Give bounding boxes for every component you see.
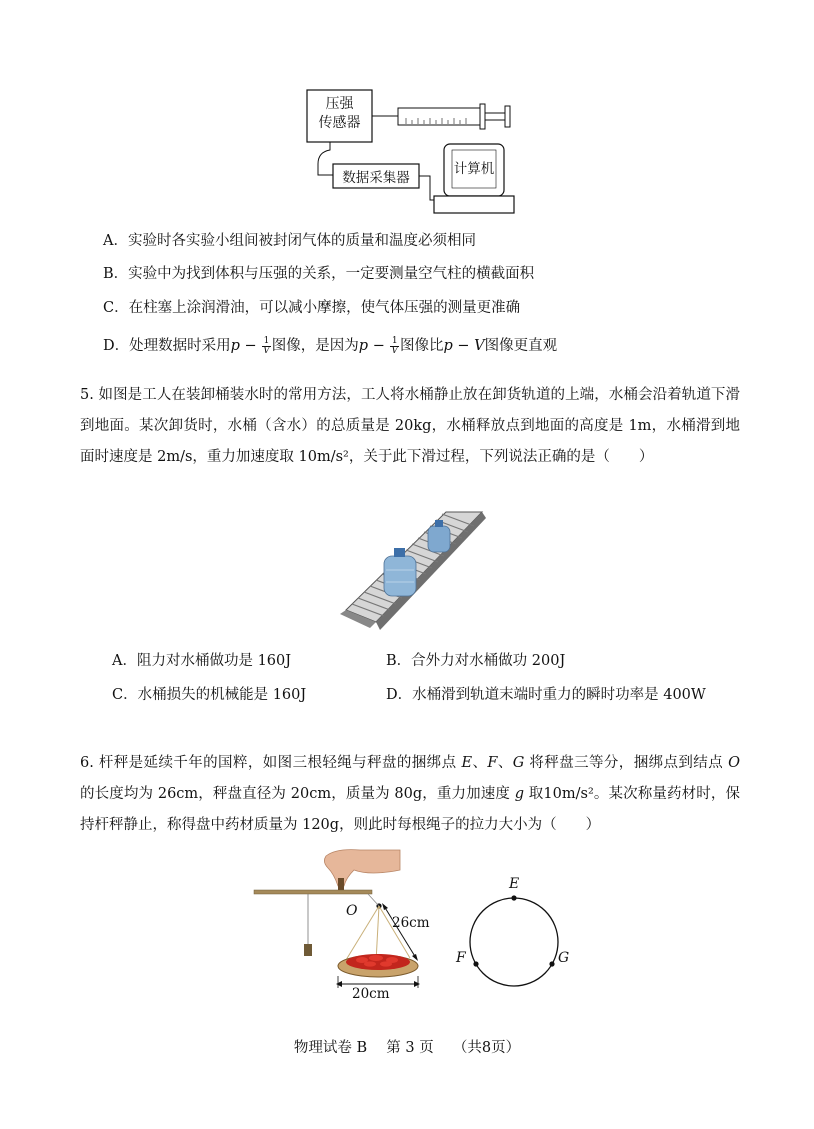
q5-option-d: D．水桶滑到轨道末端时重力的瞬时功率是 400W: [386, 687, 706, 703]
q6-stem: 6. 杆秤是延续千年的国粹，如图三根轻绳与秤盘的捆绑点 E、F、G 将秤盘三等分，捆绑点到结点 O 的长度均为 26cm，秤盘直径为 20cm，质量为 80g，重力加速度 g 取10m/s²。某次称量药材时，保持杆秤静止，称得盘中药材质量为 120g，则此时每根绳子的拉力大小为（ ）: [80, 755, 741, 833]
sensor-label: 压强 传感器: [318, 96, 361, 131]
water-bucket-rail-figure: [336, 510, 488, 632]
point-f-label: F: [456, 950, 466, 966]
page-footer: 物理试卷 B 第 3 页 （共8页）: [293, 1040, 521, 1056]
q5-option-a: A．阻力对水桶做功是 160J: [112, 653, 292, 669]
knot-o-label: O: [346, 903, 358, 919]
q4-option-b: B．实验中为找到体积与压强的关系，一定要测量空气柱的横截面积: [103, 266, 535, 282]
point-e-label: E: [509, 876, 520, 892]
computer-label: 计算机: [453, 161, 495, 177]
q5-option-c: C．水桶损失的机械能是 160J: [112, 687, 307, 703]
q4-option-d: D．处理数据时采用p − $\frac{1}{V}$ 图像，是因为p − $\frac{1}{V}$ 图像比p − V图像更直观: [103, 335, 558, 356]
pan-diameter-label: 20cm: [352, 986, 390, 1002]
collector-label: 数据采集器: [342, 170, 410, 186]
q4-option-a: A．实验时各实验小组间被封闭气体的质量和温度必须相同: [103, 233, 476, 249]
q4-option-c: C．在柱塞上涂润滑油，可以减小摩擦，使气体压强的测量更准确: [103, 300, 521, 316]
q5-stem: 5. 如图是工人在装卸桶装水时的常用方法，工人将水桶静止放在卸货轨道的上端，水桶会沿着轨道下滑到地面。某次卸货时，水桶（含水）的总质量是 20kg，水桶释放点到地面的高度是 1m，水桶滑到地面时速度是 2m/s，重力加速度取 10m/s²，关于此下滑过程，下列说法正确的是（ ）: [80, 387, 740, 465]
q5-option-b: B．合外力对水桶做功 200J: [386, 653, 566, 669]
string-length-label: 26cm: [392, 915, 430, 931]
pan-top-view-circle: [462, 890, 572, 1000]
point-g-label: G: [558, 950, 570, 966]
